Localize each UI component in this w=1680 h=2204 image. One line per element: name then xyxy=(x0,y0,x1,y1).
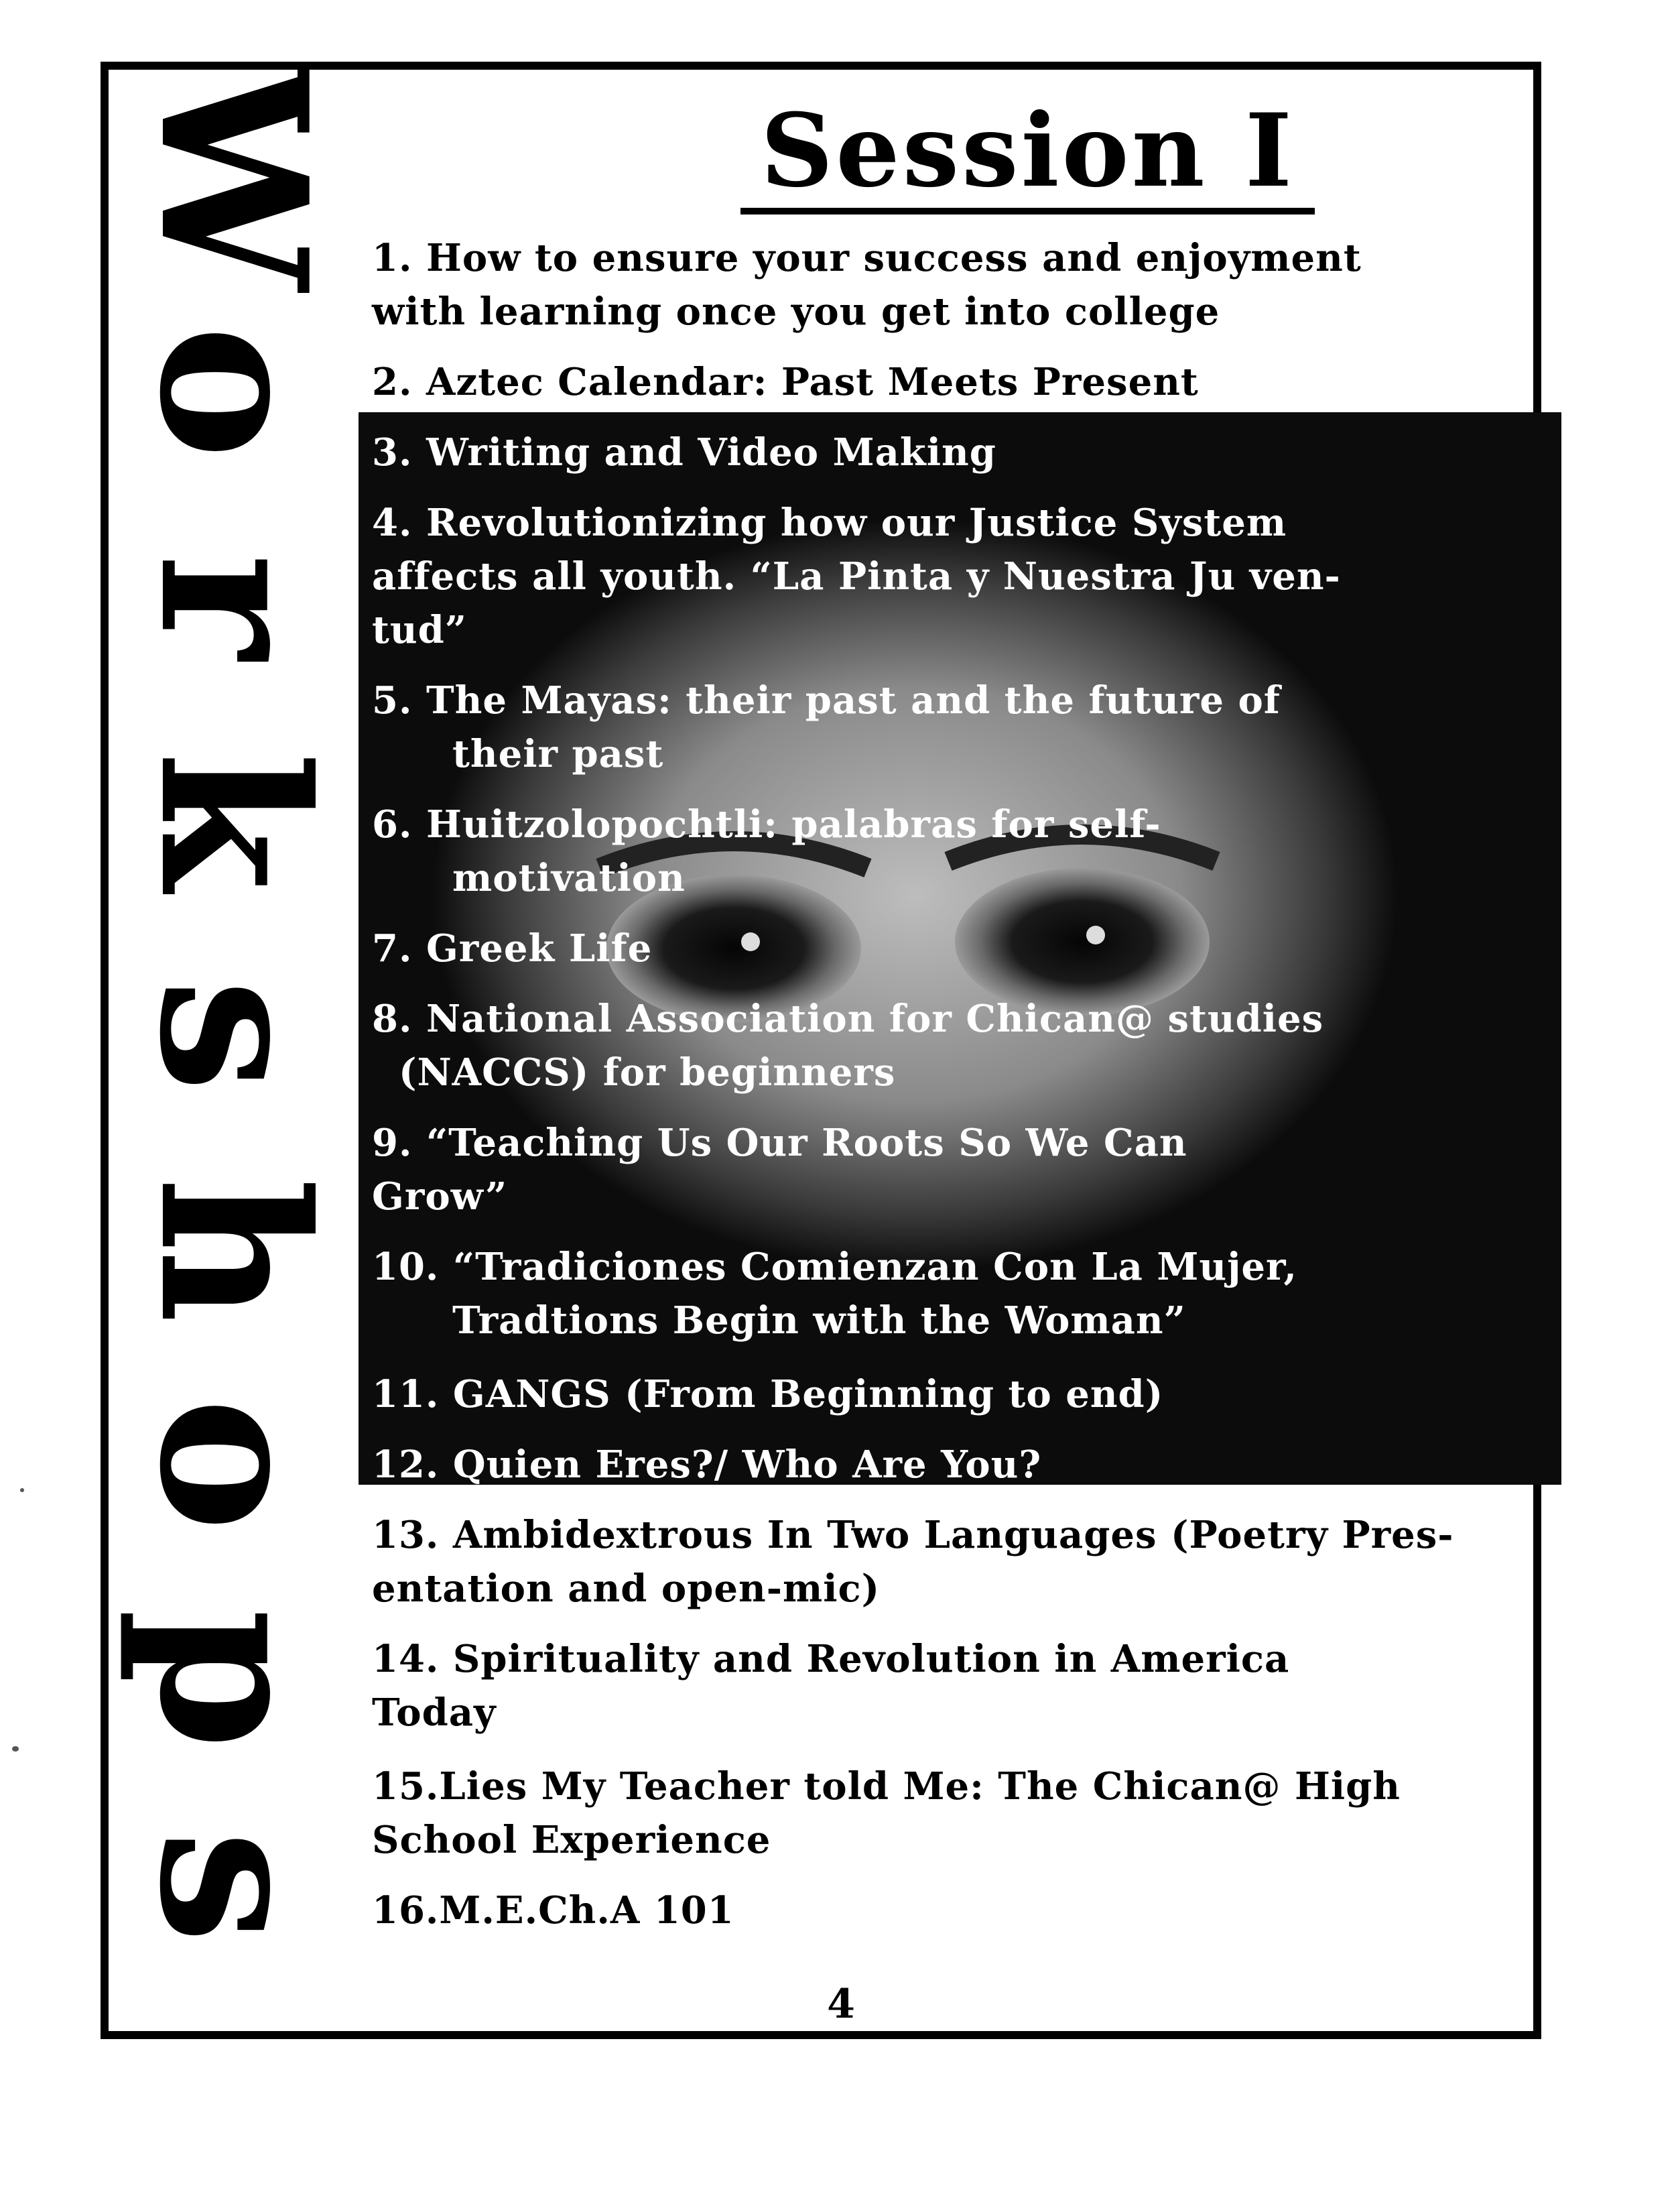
list-item: 5. The Mayas: their past and the future of their past xyxy=(372,678,1281,776)
side-letter: p xyxy=(115,1609,352,1750)
list-item: 9. “Teaching Us Our Roots So We Can Grow” xyxy=(372,1121,1187,1219)
side-letter: r xyxy=(115,553,352,660)
list-item: 15.Lies My Teacher told Me: The Chican@ High School Experience xyxy=(372,1764,1401,1862)
list-item: 1. How to ensure your success and enjoyment with learning once you get into college xyxy=(372,236,1362,334)
list-item: 12. Quien Eres?/ Who Are You? xyxy=(372,1443,1042,1487)
side-letter: o xyxy=(115,324,352,460)
list-item: 6. Huitzolopochtli: palabras for self- motivation xyxy=(372,802,1161,900)
page-title-text: Session I xyxy=(740,101,1315,215)
side-letter: s xyxy=(115,979,352,1093)
page-number: 4 xyxy=(827,1981,855,2028)
side-letter: o xyxy=(115,1397,352,1532)
list-item: 13. Ambidextrous In Two Languages (Poetry Pres- entation and open-mic) xyxy=(372,1513,1454,1611)
list-item: 2. Aztec Calendar: Past Meets Present xyxy=(372,360,1199,404)
scan-speck xyxy=(12,1746,19,1752)
list-item: 14. Spirituality and Revolution in America Today xyxy=(372,1637,1290,1735)
page-title xyxy=(0,92,1680,215)
list-item: 4. Revolutionizing how our Justice System affects all youth. “La Pinta y Nuestra Ju ven- tud” xyxy=(372,501,1341,652)
side-letter: h xyxy=(115,1176,352,1324)
list-item: 11. GANGS (From Beginning to end) xyxy=(372,1372,1164,1416)
list-item: 10. “Tradiciones Comienzan Con La Mujer, Tradtions Begin with the Woman” xyxy=(372,1245,1297,1343)
side-letter: W xyxy=(115,64,352,291)
list-item: 3. Writing and Video Making xyxy=(372,430,996,475)
list-item: 16.M.E.Ch.A 101 xyxy=(372,1888,734,1933)
scan-speck xyxy=(20,1488,24,1492)
side-letter: s xyxy=(115,1830,352,1944)
list-item: 7. Greek Life xyxy=(372,926,653,971)
list-item: 8. National Association for Chican@ studies (NACCS) for beginners xyxy=(372,997,1324,1095)
side-title-workshops xyxy=(113,64,367,2001)
side-letter: k xyxy=(115,751,352,891)
